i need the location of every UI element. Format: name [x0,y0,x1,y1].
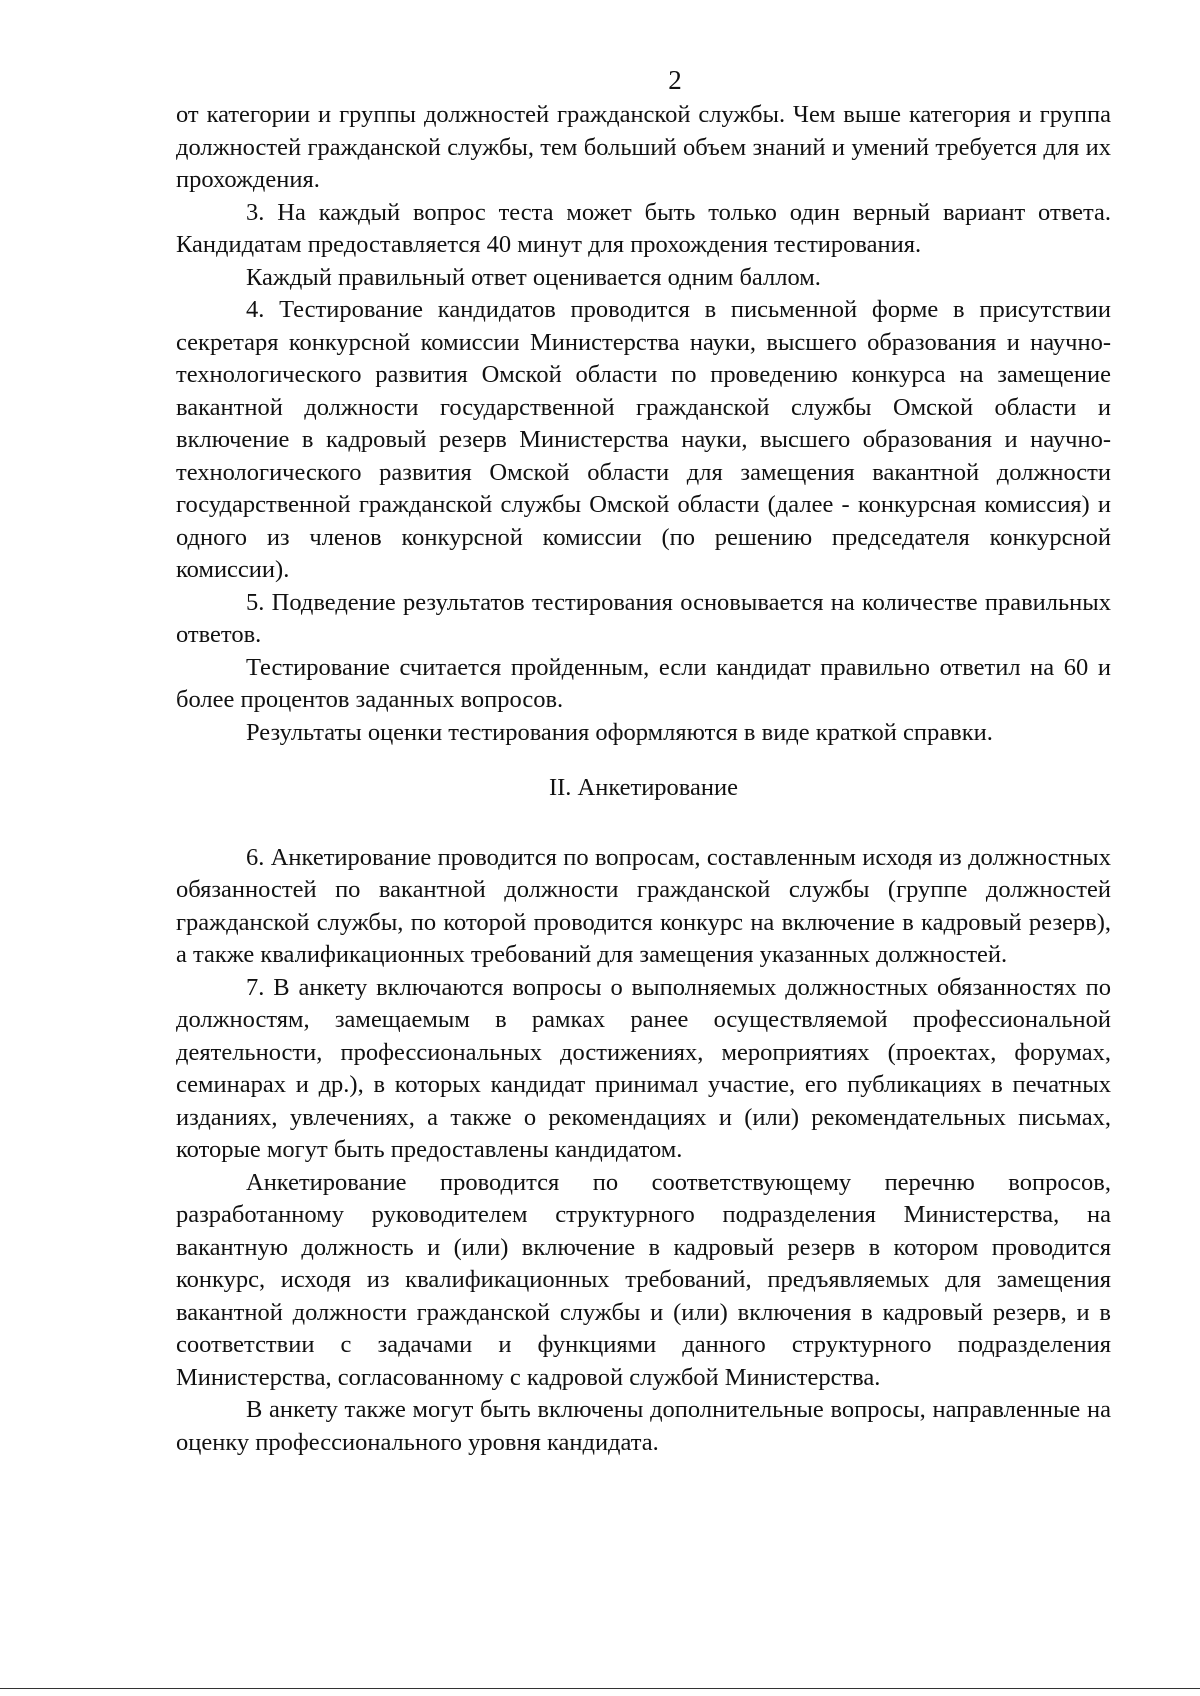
paragraph-item-4: 4. Тестирование кандидатов проводится в письменной форме в присутствии секретаря конкурсной комиссии Министерства науки, высшего образования и научно-технологического развития Омской области по проведению конкурса на замещение вакантной должности государственной гражданской службы Омской области и включение в кадровый резерв Министерства науки, высшего образования и научно-технологического развития Омской области для замещения вакантной должности государственной гражданской службы Омской области (далее - конкурсная комиссия) и одного из членов конкурсной комиссии (по решению председателя конкурсной комиссии). [176,296,1111,583]
paragraph-item-7: 7. В анкету включаются вопросы о выполняемых должностных обязанностях по должностям, замещаемым в рамках ранее осуществляемой профессиональной деятельности, профессиональных достижениях, мероприятиях (проектах, форумах, семинарах и др.), в которых кандидат принимал участие, его публикациях в печатных изданиях, увлечениях, а также о рекомендациях и (или) рекомендательных письмах, которые могут быть предоставлены кандидатом. [176,973,1111,1163]
document-body [176,99,1111,1459]
paragraph-item-5: 5. Подведение результатов тестирования основывается на количестве правильных ответов. [176,588,1111,648]
paragraph-additional-questions: В анкету также могут быть включены дополнительные вопросы, направленные на оценку профессионального уровня кандидата. [176,1396,1111,1456]
paragraph-pass-criteria: Тестирование считается пройденным, если кандидат правильно ответил на 60 и более процентов заданных вопросов. [176,653,1111,713]
paragraph-questionnaire-list: Анкетирование проводится по соответствующему перечню вопросов, разработанному руководителем структурного подразделения Министерства, на вакантную должность и (или) включение в кадровый резерв в котором проводится конкурс, исходя из квалификационных требований, предъявляемых для замещения вакантной должности гражданской службы и (или) включения в кадровый резерв, и в соответствии с задачами и функциями данного структурного подразделения Министерства, согласованному с кадровой службой Министерства. [176,1168,1111,1391]
paragraph-item-3: 3. На каждый вопрос теста может быть только один верный вариант ответа. Кандидатам предоставляется 40 минут для прохождения тестирования. [176,198,1111,258]
paragraph-results: Результаты оценки тестирования оформляются в виде краткой справки. [246,718,993,746]
paragraph-item-6: 6. Анкетирование проводится по вопросам, составленным исходя из должностных обязанностей по вакантной должности гражданской службы (группе должностей гражданской службы, по которой проводится конкурс на включение в кадровый резерв), а также квалификационных требований для замещения указанных должностей. [176,843,1111,968]
bottom-rule [0,1688,1200,1689]
section-heading: II. Анкетирование [548,774,739,801]
paragraph-scoring: Каждый правильный ответ оценивается одним баллом. [246,263,821,291]
paragraph-continuation: от категории и группы должностей гражданской службы. Чем выше категория и группа должностей гражданской службы, тем больший объем знаний и умений требуется для их прохождения. [176,101,1111,193]
page-number: 2 [668,65,682,95]
